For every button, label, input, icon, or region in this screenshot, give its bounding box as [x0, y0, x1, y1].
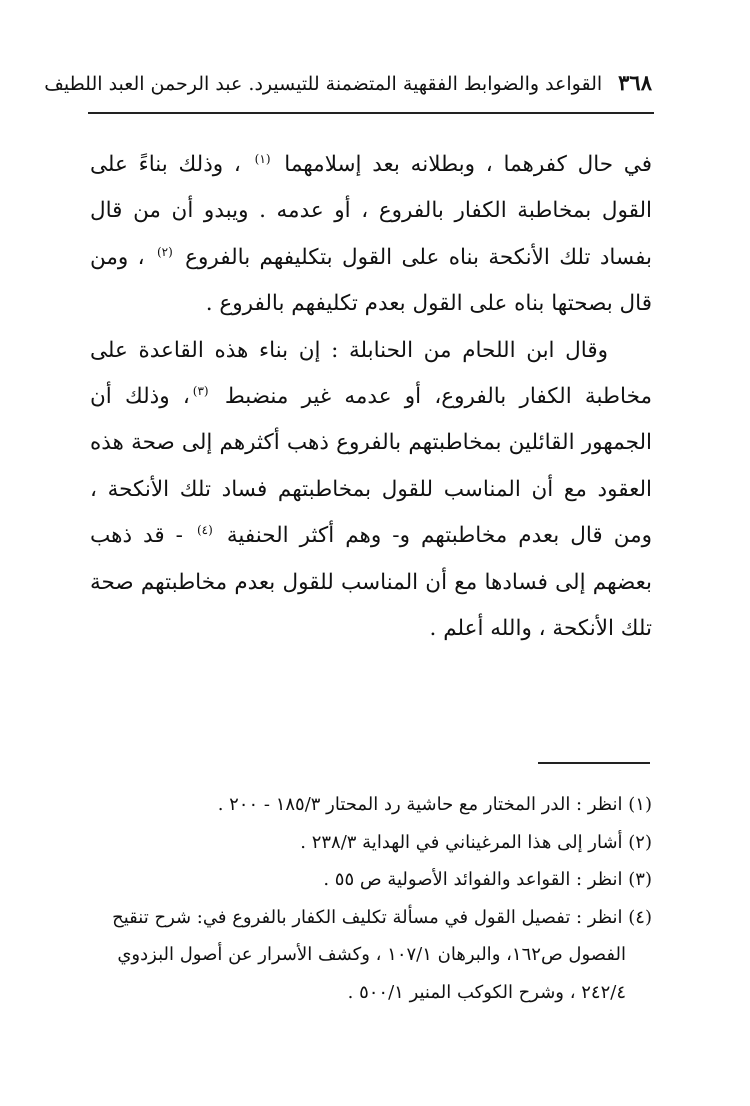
footnote-ref-4: (٤) [196, 523, 213, 538]
paragraph-2 [90, 328, 652, 653]
author-name: د. عبد الرحمن العبد اللطيف [44, 73, 263, 95]
paragraph-1-part-a: في حال كفرهما ، وبطلانه بعد إسلامهما [284, 152, 653, 177]
footnote-ref-2: (٢) [156, 244, 173, 259]
page-number: ٣٦٨ [618, 70, 652, 95]
paragraph-1 [90, 142, 652, 328]
header-divider [88, 112, 654, 114]
running-header [44, 70, 652, 95]
footnote-2: (٢) أشار إلى هذا المرغيناني في الهداية ٢٣٨/٣ . [300, 831, 652, 853]
paragraph-1-part-c: ، ومن قال بصحتها بناه على القول بعدم تكليفهم بالفروع . [90, 244, 652, 317]
footnote-3: (٣) انظر : القواعد والفوائد الأصولية ص ٥٥ . [323, 869, 652, 890]
paragraph-1-part-b: ، وذلك بناءً على القول بمخاطبة الكفار بالفروع ، أو عدمه . ويبدو أن من قال بفساد تلك الأنكحة بناه على القول بتكليفهم بالفروع [90, 152, 652, 270]
paragraph-2-part-c: - قد ذهب بعضهم إلى فسادها مع أن المناسب للقول بعدم مخاطبتهم صحة تلك الأنكحة ، والله أعلم . [90, 523, 652, 642]
footnote-ref-1: (١) [254, 151, 271, 166]
header-right-group [263, 70, 652, 95]
paragraph-2-part-a: وقال ابن اللحام من الحنابلة : إن بناء هذه القاعدة على مخاطبة الكفار بالفروع، أو عدمه غير منضبط [90, 337, 652, 410]
footnote-divider [538, 762, 650, 764]
book-title: القواعد والضوابط الفقهية المتضمنة للتيسير [262, 73, 603, 95]
main-text [90, 142, 652, 652]
footnote-ref-3: (٣) [192, 383, 209, 398]
footnotes [100, 786, 652, 1011]
footnote-1: (١) انظر : الدر المختار مع حاشية رد المحتار ١٨٥/٣ - ٢٠٠ . [217, 794, 652, 815]
footnote-4-line-2: الفصول ص١٦٢، والبرهان ١٠٧/١ ، وكشف الأسرار عن أصول البزدوي [117, 944, 626, 965]
footnote-4-line-1: (٤) انظر : تفصيل القول في مسألة تكليف الكفار بالفروع في: شرح تنقيح [112, 906, 652, 928]
footnote-4-line-3: ٢٤٢/٤ ، وشرح الكوكب المنير ٥٠٠/١ . [347, 981, 626, 1003]
paragraph-2-part-b: ، وذلك أن الجمهور القائلين بمخاطبتهم بالفروع ذهب أكثرهم إلى صحة هذه العقود مع أن المناسب للقول بمخاطبتهم فساد تلك الأنكحة ، ومن قال بعدم مخاطبتهم و- وهم أكثر الحنفية [90, 384, 653, 549]
